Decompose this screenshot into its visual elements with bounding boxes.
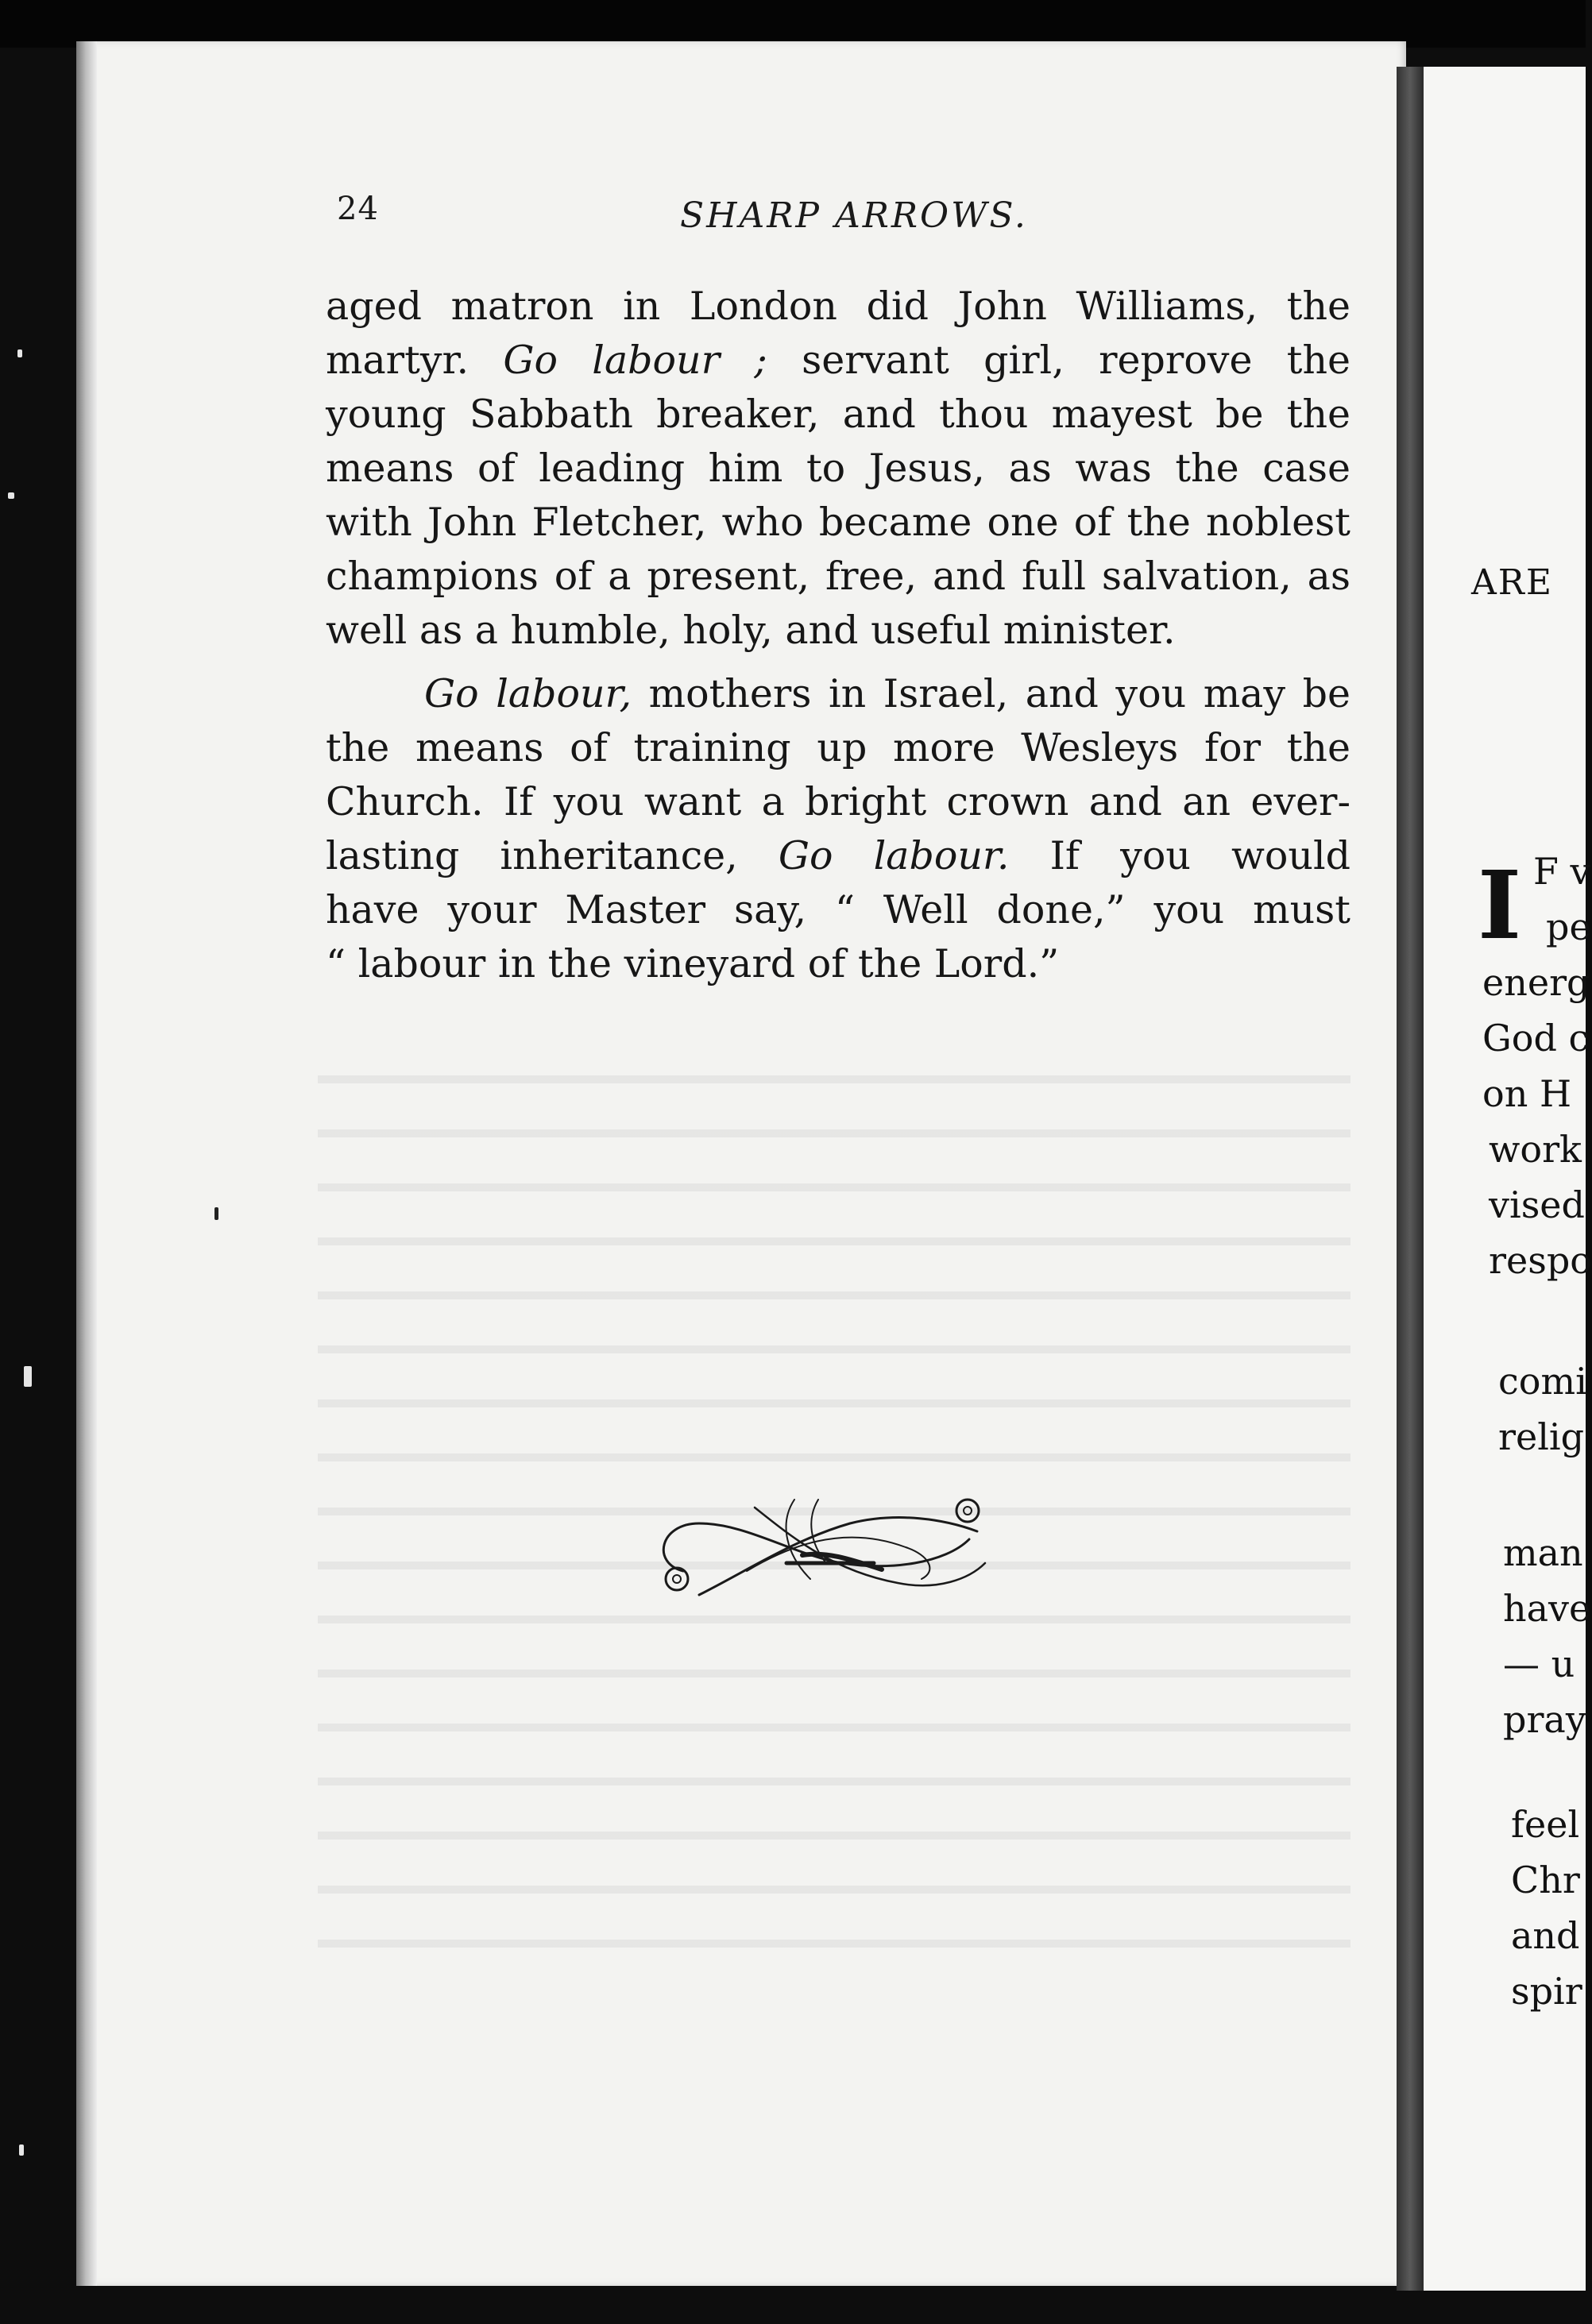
paragraph-2: [326, 667, 1350, 991]
facing-page-heading: ARE: [1471, 562, 1554, 603]
text-line: means of leading him to Jesus, as was the case: [326, 446, 1350, 491]
text-line: lasting inheritance, Go labour. If you would: [326, 833, 1350, 878]
text-line: martyr. Go labour ; servant girl, reprove the: [326, 338, 1350, 383]
facing-line: spir: [1511, 1970, 1582, 2013]
facing-line: pray: [1503, 1698, 1586, 1741]
facing-line: man: [1503, 1531, 1583, 1574]
running-title: SHARP ARROWS.: [680, 195, 1028, 236]
calligraphic-flourish-icon: [636, 1476, 1001, 1611]
page-gutter-shadow: [76, 41, 97, 2286]
facing-page: [1424, 67, 1586, 2291]
facing-line: God c: [1482, 1017, 1590, 1060]
facing-line: comi: [1498, 1360, 1587, 1403]
facing-line: Chr: [1511, 1859, 1580, 1901]
text-line: “ labour in the vineyard of the Lord.”: [326, 941, 1060, 986]
facing-line: feel: [1511, 1803, 1580, 1846]
facing-line: on H: [1482, 1072, 1572, 1115]
facing-line: — u: [1503, 1643, 1575, 1685]
drop-cap: I: [1478, 850, 1522, 960]
page-number: 24: [337, 191, 379, 227]
body-text: [326, 280, 1350, 991]
facing-line: relig: [1498, 1415, 1585, 1458]
emphasis: Go labour.: [778, 833, 1010, 878]
facing-line: have: [1503, 1587, 1591, 1630]
text-line: champions of a present, free, and full salvation, as: [326, 554, 1350, 599]
facing-line: vised: [1489, 1183, 1585, 1226]
paragraph-1: [326, 280, 1350, 658]
text-line: Church. If you want a bright crown and an ever-: [326, 779, 1350, 824]
scan-border: [0, 0, 1586, 48]
facing-line: respo: [1489, 1239, 1592, 1282]
text-line: Go labour, mothers in Israel, and you may be: [424, 671, 1350, 716]
text-line: young Sabbath breaker, and thou mayest be the: [326, 392, 1350, 437]
facing-line: F v: [1533, 850, 1591, 893]
book-spine: [1397, 67, 1424, 2291]
text-line: the means of training up more Wesleys for the: [326, 725, 1350, 770]
facing-line: work: [1489, 1128, 1582, 1171]
emphasis: Go labour ;: [503, 338, 767, 383]
text-line: well as a humble, holy, and useful minister.: [326, 608, 1176, 653]
facing-line: pe: [1546, 905, 1591, 948]
text-line: have your Master say, “ Well done,” you must: [326, 887, 1350, 932]
facing-line: energ: [1482, 961, 1590, 1004]
text-line: aged matron in London did John Williams, the: [326, 284, 1350, 329]
emphasis: Go labour,: [424, 671, 632, 716]
text-line: with John Fletcher, who became one of the noblest: [326, 500, 1350, 545]
facing-line: and: [1511, 1914, 1580, 1957]
